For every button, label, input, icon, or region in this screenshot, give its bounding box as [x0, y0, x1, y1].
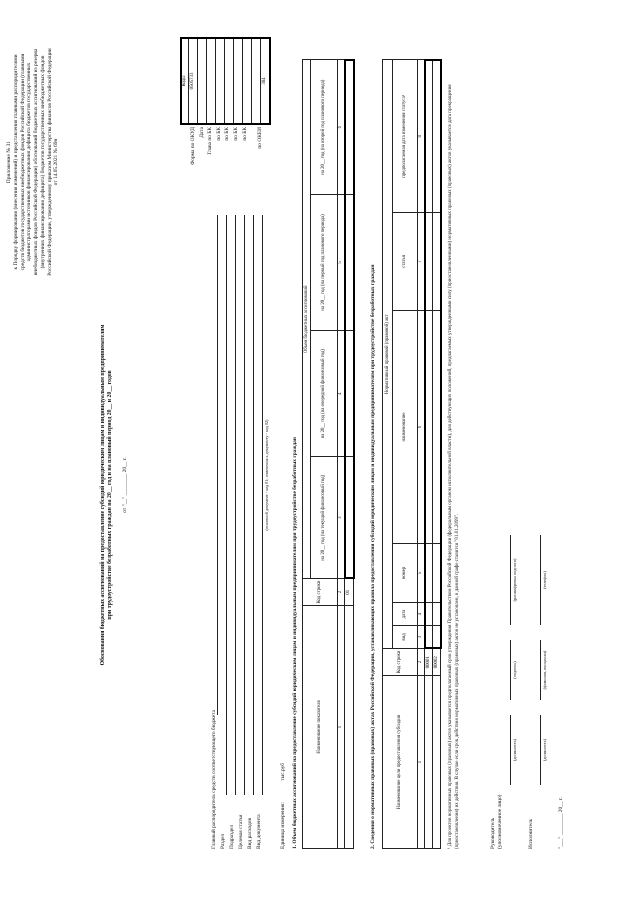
appendix-text: к Порядку формирования (внесения изменений) и представления главными распорядителями средств бюджетов государственных внебюджетных фондов Российской Федерации (главными администраторами источников финансирования дефицита бюджетов государственных внебюджетных фондов Российской Федерации) обоснований бюджетных ассигнований из резерва (внутренних финансирования дефицита) бюджетов государственных внебюджетных фондов Российской Федерации, утвержденному приказом Министерства финансов Российской Федерации: [12, 48, 53, 276]
s1-cell-1: [345, 457, 354, 579]
section2-heading: 2. Сведения о нормативных правовых (правовых) актах Российской Федерации, устанавливающих правила предоставления субсидий юридическим лицам и индивидуальным предпринимателям при трудоустройстве безработных граждан: [370, 264, 376, 849]
s1-num-6: 6: [338, 60, 345, 194]
head-hint-position: (должность): [512, 739, 517, 761]
field-line-6: [262, 215, 263, 795]
s2-col-number: номер: [393, 544, 418, 603]
field-line-5: [253, 215, 254, 795]
document-type-hint: (основной документ - код 01; изменения к документу - код 02): [264, 419, 269, 531]
field-razdel: Раздел: [219, 833, 226, 849]
s1-col-name: Наименование показателя: [303, 606, 338, 849]
code-okud: 0505733: [189, 38, 198, 124]
code-label-blank: [249, 127, 256, 177]
s1-cell-3: [345, 194, 354, 330]
code-label-date: Дата: [198, 127, 205, 138]
appendix-date: от 14.05.2021 № 69н: [53, 138, 60, 186]
code-bk-1: [216, 38, 225, 124]
s1-row-code: 01: [345, 579, 354, 606]
field-cel-statya: Целевая статья: [237, 814, 244, 849]
s2-col-group: Нормативный правовой (правовой) акт: [383, 60, 393, 649]
s2-num-1: 1: [418, 676, 425, 849]
title-line-1: Обоснования бюджетных ассигнований на предоставление субсидий юридическим лицам и индивидуальным предпринимателям: [100, 324, 106, 666]
s1-year-next: на 20__ год (на очередной финансовый год): [311, 330, 338, 456]
s2-row2-c2: [433, 603, 441, 626]
title-date: от "__" ________ 20__ г.: [122, 457, 128, 513]
s2-col-status-date: предполагаемая дата изменения статуса¹: [393, 60, 418, 213]
s1-col-code: Код строки: [303, 579, 338, 606]
field-gras: Главный распорядитель средств соответствующего бюджета: [211, 710, 217, 849]
exec-label: Исполнитель: [528, 818, 534, 849]
field-line-1: [217, 215, 218, 715]
s1-year-plan-1: на 20__ год (на первый год планового периода): [311, 194, 338, 330]
code-label-bk-1: по БК: [215, 127, 222, 141]
head-line-name: [510, 535, 511, 625]
s2-row2-c3: [433, 544, 441, 603]
head-label: Руководитель (уполномоченное лицо): [490, 794, 503, 849]
field-vid-rashodov: Вид расходов: [246, 818, 253, 849]
s2-num-4: 4: [418, 603, 425, 626]
code-okei: 384: [261, 38, 271, 124]
code-label-okei: по ОКЕИ: [257, 127, 264, 149]
s2-row1-code: 00001: [425, 649, 433, 676]
s1-col-group: Объем бюджетных ассигнований: [303, 60, 311, 579]
unit-row: [280, 763, 287, 849]
appendix-block: [6, 47, 60, 277]
exec-hint-name: (фамилия, инициалы): [542, 650, 547, 690]
exec-line-name: [540, 640, 541, 700]
s2-row1-c1: [425, 626, 433, 649]
head-line-signature: [510, 640, 511, 700]
codes-table: [180, 37, 271, 125]
s2-row1-c6: [425, 60, 433, 213]
s2-row1-c2: [425, 603, 433, 626]
s2-num-5: 5: [418, 544, 425, 603]
code-bk-2: [225, 38, 234, 124]
s2-col-article: статья: [393, 213, 418, 311]
s2-num-7: 7: [418, 213, 425, 311]
s2-num-8: 8: [418, 60, 425, 213]
s1-cell-4: [345, 60, 354, 194]
field-line-4: [244, 215, 245, 795]
s2-num-2: 2: [418, 649, 425, 676]
code-bk-3: [234, 38, 243, 124]
s2-col-title: наименование: [393, 311, 418, 544]
s2-col-name: Наименование цели предоставления субсидии: [383, 676, 418, 849]
head-line-position: [510, 715, 511, 785]
code-bk-4: [243, 38, 252, 124]
header-fields: [210, 209, 263, 849]
unit-label: Единица измерения:: [280, 802, 286, 849]
field-podrazdel: Подраздел: [228, 824, 235, 849]
s2-row2-c4: [433, 311, 441, 544]
s1-year-current: на 20__ год (на текущий финансовый год): [311, 457, 338, 579]
code-blank: [252, 38, 261, 124]
code-date: [198, 38, 207, 124]
s1-row-name: [345, 606, 354, 849]
code-glava: [207, 38, 216, 124]
head-hint-signature: (подпись): [512, 661, 517, 679]
code-label-bk-2: по БК: [224, 127, 231, 141]
signature-date: "___" ________ 20__ г.: [558, 797, 564, 849]
s1-year-plan-2: на 20__ год (на второй год планового периода): [311, 60, 338, 194]
s2-row2-name: [433, 676, 441, 849]
s1-num-5: 5: [338, 194, 345, 330]
s1-num-4: 4: [338, 330, 345, 456]
exec-line-position: [540, 715, 541, 785]
unit-value: тыс.руб: [280, 763, 286, 781]
codes-labels: [189, 127, 265, 177]
s2-row1-c5: [425, 213, 433, 311]
codes-header: Коды: [181, 38, 189, 124]
appendix-number: Приложение № 31: [6, 140, 12, 184]
exec-hint-phone: (телефон): [542, 571, 547, 589]
section1-heading: 1. Объем бюджетных ассигнований на предоставление субсидий юридическим лицам и индивидуальным предпринимателям при трудоустройстве безработных граждан: [292, 437, 298, 849]
field-line-3: [235, 215, 236, 795]
s2-row2-c5: [433, 213, 441, 311]
s2-row1-name: [425, 676, 433, 849]
exec-hint-position: (должность): [542, 739, 547, 761]
s2-col-code: Код строки: [383, 649, 418, 676]
exec-line-phone: [540, 535, 541, 625]
s2-row1-c3: [425, 544, 433, 603]
code-label-bk-4: по БК: [241, 127, 248, 141]
field-vid-dokumenta: Вид документа: [255, 814, 262, 849]
head-hint-name: (расшифровка подписи): [512, 558, 517, 602]
form-title: [100, 235, 114, 755]
s1-num-3: 3: [338, 457, 345, 579]
s2-col-vid: вид: [393, 626, 418, 649]
s2-row1-c4: [425, 311, 433, 544]
footnote: ¹ Для проектов нормативных правовых (правовых) актов указывается предполагаемый срок утверждения Правительством Российской Федерации (федеральным органом исполнительной власти), для действующих положений, предлагаемых утвержденными силу (приостановленными) нормативных правовых (правовых) актов указывается дата прекращения (приостановления) их действия. В случае если срок действия нормативных правовых (правовых) актов не установлен, в данной графе ставится "01.01.2099".: [448, 84, 460, 849]
s2-col-date: дата: [393, 603, 418, 626]
section2-table: [382, 59, 442, 849]
section1-table: [302, 59, 355, 849]
s2-num-6: 6: [418, 311, 425, 544]
s2-row2-c6: [433, 60, 441, 213]
code-label-glava: Глава по БК: [207, 127, 214, 155]
s2-row2-code: 00002: [433, 649, 441, 676]
s2-num-3: 3: [418, 626, 425, 649]
title-line-2: при трудоустройстве безработных граждан на 20__ год и на плановый период 20__ и 20__ годов: [107, 370, 114, 620]
s1-cell-2: [345, 330, 354, 456]
field-line-2: [226, 215, 227, 795]
s1-num-1: 1: [338, 606, 345, 849]
s2-row2-c1: [433, 626, 441, 649]
code-label-okud: Форма по ОКУД: [190, 127, 196, 165]
s1-num-2: 2: [338, 579, 345, 606]
code-label-bk-3: по БК: [232, 127, 239, 141]
